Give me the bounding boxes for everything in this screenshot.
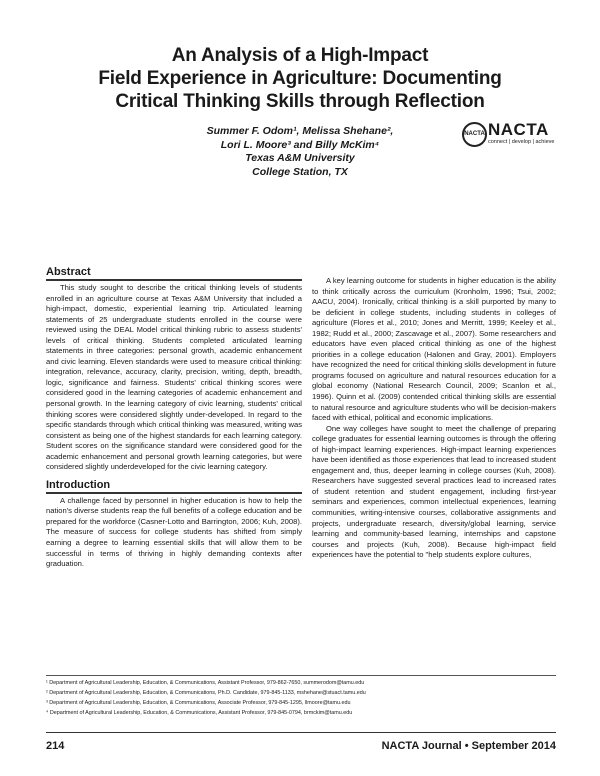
footnote: ⁴ Department of Agricultural Leadership, Education, & Communications, Assistant Professor, 979-845-0794, brmckim@tamu.edu <box>46 710 353 716</box>
footnote-divider <box>46 675 556 676</box>
footnote: ² Department of Agricultural Leadership, Education, & Communications, Ph.D. Candidate, 979-845-1133, mshehane@stuact.tamu.edu <box>46 690 366 696</box>
author-block <box>150 125 450 179</box>
article-title <box>0 44 600 113</box>
footnotes <box>46 678 556 718</box>
left-column <box>46 266 302 570</box>
journal-footer: NACTA Journal • September 2014 <box>381 740 556 752</box>
author-line: Lori L. Moore³ and Billy McKim⁴ <box>220 138 380 151</box>
abstract-text: This study sought to describe the critical thinking levels of students enrolled in an agriculture course at Texas A&M University that included a high-impact, domestic, experiential learning trip. Articulated learning statements of 25 undergraduate students enrolled in the course were reviewed using the DEAL Model critical thinking rubric to assess students' levels of critical thinking. Students completed articulated learning statements in three categories: personal growth, academic enhancement and civic learning. Eleven standards were used to measure critical thinking: integration, relevance, accuracy, clarity, precision, writing, depth, breadth, logic, significance and fairness. Students' critical thinking scores were considered good in the learning categories of academic enhancement and personal growth. In the learning category of civic learning, students' critical thinking scores were considered slightly under-developed. In regard to the specific standards through which critical thinking was measured, writing was consistent as being one of the highest standards for each learning category. Student scores on the significance standard were considered good for the academic enhancement and personal growth learning categories, but were considered slightly underdeveloped for the civic learning category. <box>46 283 302 472</box>
footer-divider <box>46 732 556 733</box>
affiliation-line: Texas A&M University <box>245 152 355 164</box>
title-line: Critical Thinking Skills through Reflection <box>115 91 485 112</box>
introduction-text: A challenge faced by personnel in higher education is how to help the nation's diverse students reap the full benefits of a college education and be prepared for the workforce (Casner-Lotto and Barrington, 2006; Kuh, 2008). The measure of success for college students has shifted from simply earning a degree to learning essential skills that will allow them to be successful in terms of thriving in highly demanding contexts after graduation. <box>46 495 302 569</box>
title-line: An Analysis of a High-Impact <box>171 45 429 66</box>
title-line: Field Experience in Agriculture: Documenting <box>98 68 502 89</box>
nacta-badge-icon: NACTA <box>462 122 487 147</box>
abstract-heading: Abstract <box>46 266 302 281</box>
nacta-logo <box>462 122 562 150</box>
footnote: ³ Department of Agricultural Leadership, Education, & Communications, Associate Professor, 979-845-1295, llmoore@tamu.edu <box>46 700 351 706</box>
body-paragraph: A key learning outcome for students in higher education is the ability to think critically across the curriculum (Kronholm, 1996; Tsui, 2002; AACU, 2004). Ironically, critical thinking is a skill purported by many to be deficient in college students, including students in colleges of agriculture (Flores et al., 2010; Jones and Merritt, 1999; Keeley et al., 1982; Rudd et al., 2000; Zascavage et al., 2007). Some researchers and educators have even placed critical thinking as one of the highest priorities in a college education (Halonen and Gray, 2001). Employers have recognized the need for critical thinking skills development in future programs focused on agriculture and natural resources education for a global economy (National Research Council, 2009; Scanlon et al., 1996). Quinn et al. (2009) contended critical thinking skills are essential to natural resource and agriculture students who will be decision-makers faced with ethical, political and economic implications. <box>312 276 556 423</box>
logo-name: NACTA <box>488 120 549 139</box>
introduction-heading: Introduction <box>46 479 302 494</box>
body-paragraph: One way colleges have sought to meet the challenge of preparing college graduates for essential learning outcomes is through the offering of high-impact learning experiences. High-impact learning experiences have been identified as those experiences that lead to increased student engagement and, thus, deeper learning in college courses (Kuh, 2008). Researchers have suggested several practices lead to increased rates of student retention and student engagement, including first-year seminars and experiences, common intellectual experiences, learning communities, writing-intensive courses, collaborative assignments and projects, undergraduate research, diversity/global learning, service learning and community-based learning, internships and capstone courses and projects (Kuh, 2008). Because high-impact field experiences have the potential to "help students explore cultures, <box>312 423 556 560</box>
footnote: ¹ Department of Agricultural Leadership, Education, & Communications, Assistant Professor, 979-862-7650, summerodom@tamu.edu <box>46 680 365 686</box>
author-line: Summer F. Odom¹, Melissa Shehane², <box>206 125 394 137</box>
logo-tagline: connect | develop | achieve <box>488 139 555 145</box>
page-number: 214 <box>46 740 65 752</box>
location-line: College Station, TX <box>252 165 348 178</box>
right-column <box>312 276 556 561</box>
